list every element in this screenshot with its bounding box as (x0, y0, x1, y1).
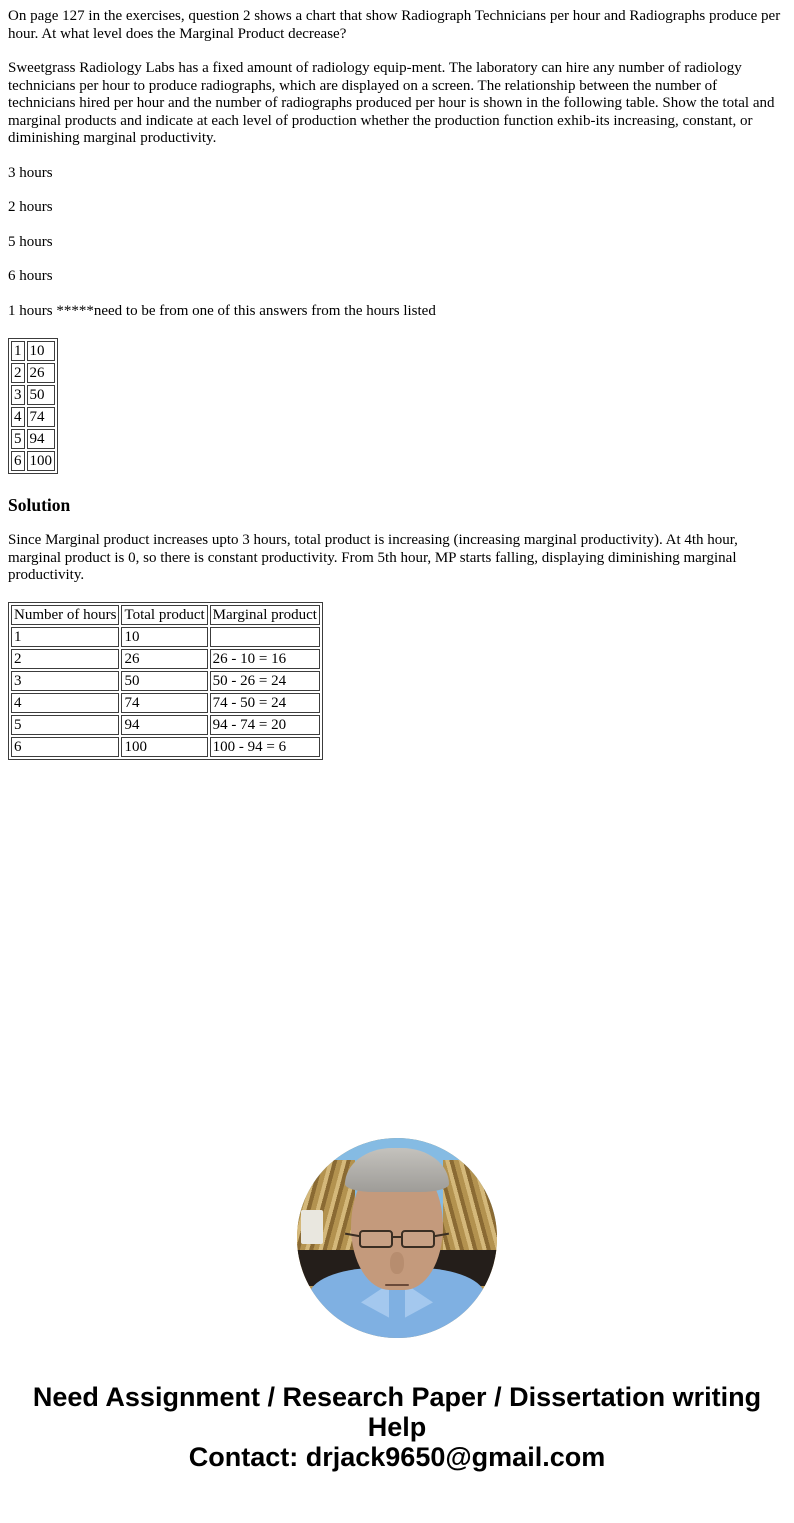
solution-text: Since Marginal product increases upto 3 hours, total product is increasing (increasing marginal productivity). At 4th hour, marginal product is 0, so there is constant productivity. From 5th hour, MP starts falling, displaying diminishing marginal productivity. (8, 532, 738, 584)
tutor-avatar (297, 1138, 497, 1338)
output-cell: 26 (27, 363, 56, 383)
table-row (11, 407, 55, 427)
glasses-bridge (392, 1236, 402, 1238)
marginal-product-cell: 26 - 10 = 16 (210, 649, 320, 669)
table-row (11, 671, 320, 691)
hour-option-1: 3 hours (8, 164, 53, 181)
total-product-cell: 10 (121, 627, 207, 647)
table-row (11, 737, 320, 757)
avatar-mouth (385, 1284, 409, 1286)
glasses-lens-left (359, 1230, 393, 1248)
total-product-cell: 26 (121, 649, 207, 669)
total-product-cell: 94 (121, 715, 207, 735)
production-data-table (8, 338, 58, 474)
table-row (11, 649, 320, 669)
hours-cell: 2 (11, 649, 119, 669)
table-row (11, 385, 55, 405)
total-product-cell: 74 (121, 693, 207, 713)
question-intro: On page 127 in the exercises, question 2 shows a chart that show Radiograph Technicians per hour and Radiographs produce per hour. At what level does the Marginal Product decrease? (8, 8, 781, 42)
marginal-product-cell: 94 - 74 = 20 (210, 715, 320, 735)
hours-cell: 5 (11, 429, 25, 449)
hours-cell: 6 (11, 737, 119, 757)
marginal-product-cell: 100 - 94 = 6 (210, 737, 320, 757)
marginal-product-cell (210, 627, 320, 647)
table-header-row (11, 605, 320, 625)
column-header-hours: Number of hours (11, 605, 119, 625)
marginal-product-cell: 50 - 26 = 24 (210, 671, 320, 691)
table-row (11, 693, 320, 713)
table-row (11, 715, 320, 735)
output-cell: 100 (27, 451, 56, 471)
hours-note: 1 hours *****need to be from one of this answers from the hours listed (8, 303, 436, 320)
hour-option-2: 2 hours (8, 199, 53, 216)
total-product-cell: 100 (121, 737, 207, 757)
avatar-nose (390, 1252, 404, 1274)
column-header-total: Total product (121, 605, 207, 625)
hours-cell: 5 (11, 715, 119, 735)
hour-option-4: 6 hours (8, 268, 53, 285)
total-product-cell: 50 (121, 671, 207, 691)
hours-cell: 4 (11, 693, 119, 713)
result-table (8, 602, 323, 760)
promo-footer (8, 1138, 786, 1473)
glasses-lens-right (401, 1230, 435, 1248)
column-header-marginal: Marginal product (210, 605, 320, 625)
promo-contact-email: Contact: drjack9650@gmail.com (188, 1442, 606, 1473)
marginal-product-cell: 74 - 50 = 24 (210, 693, 320, 713)
document-body (8, 8, 786, 760)
promo-heading: Need Assignment / Research Paper / Dissertation writing Help (32, 1381, 762, 1442)
hour-option-3: 5 hours (8, 233, 53, 250)
hours-cell: 1 (11, 627, 119, 647)
hours-cell: 3 (11, 385, 25, 405)
avatar-wall-plate (301, 1210, 323, 1244)
table-row (11, 429, 55, 449)
table-row (11, 341, 55, 361)
output-cell: 74 (27, 407, 56, 427)
hours-cell: 1 (11, 341, 25, 361)
output-cell: 10 (27, 341, 56, 361)
question-description: Sweetgrass Radiology Labs has a fixed amount of radiology equip-ment. The laboratory can hire any number of radiology technicians per hour to produce radiographs, which are displayed on a screen. The relationship between the number of technicians hired per hour and the number of radiographs produced per hour is shown in the following table. Show the total and marginal products and indicate at each level of production whether the production function exhib-its increasing, constant, or diminishing marginal productivity. (8, 60, 775, 147)
output-cell: 94 (27, 429, 56, 449)
output-cell: 50 (27, 385, 56, 405)
solution-heading: Solution (8, 494, 71, 515)
table-row (11, 363, 55, 383)
hours-cell: 3 (11, 671, 119, 691)
hours-cell: 2 (11, 363, 25, 383)
table-row (11, 627, 320, 647)
hours-cell: 4 (11, 407, 25, 427)
hours-cell: 6 (11, 451, 25, 471)
table-row (11, 451, 55, 471)
